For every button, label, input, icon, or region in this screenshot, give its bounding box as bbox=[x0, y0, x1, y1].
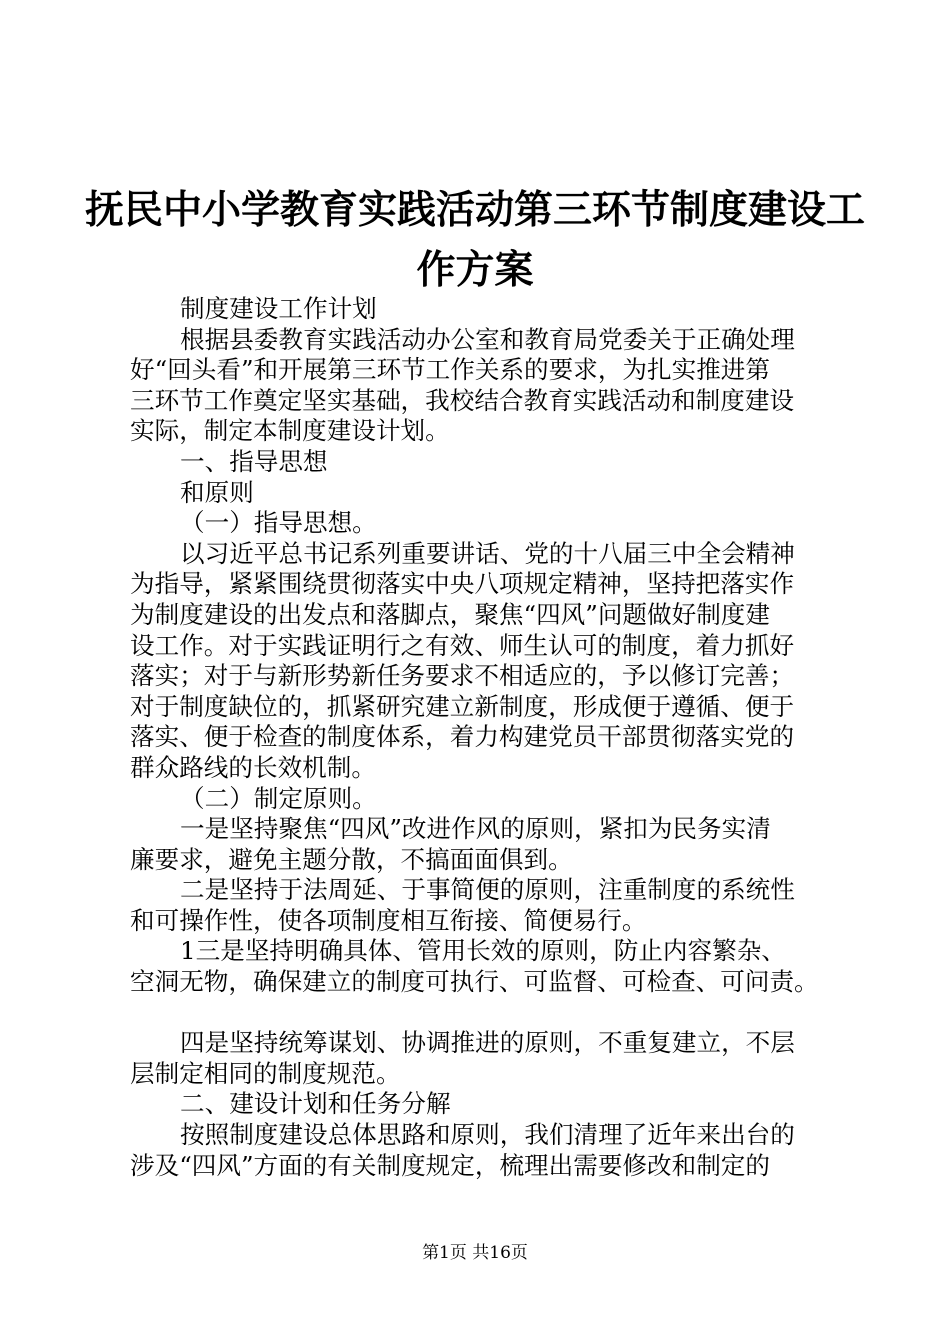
paragraph-line: 为指导，紧紧围绕贯彻落实中央八项规定精神，坚持把落实作 bbox=[130, 569, 795, 599]
paragraph-line: 一是坚持聚焦“四风”改进作风的原则，紧扣为民务实清 bbox=[180, 814, 771, 844]
paragraph-line: （二）制定原则。 bbox=[180, 783, 377, 813]
paragraph-line: 为制度建设的出发点和落脚点，聚焦“四风”问题做好制度建 bbox=[130, 599, 770, 629]
paragraph-line: 和可操作性，使各项制度相互衔接、简便易行。 bbox=[130, 905, 647, 935]
paragraph-line: 一、指导思想 bbox=[180, 446, 328, 476]
paragraph-line: 设工作。对于实践证明行之有效、师生认可的制度，着力抓好 bbox=[130, 630, 795, 660]
paragraph-line: 按照制度建设总体思路和原则，我们清理了近年来出台的 bbox=[180, 1120, 795, 1150]
paragraph-line: 根据县委教育实践活动办公室和教育局党委关于正确处理 bbox=[180, 324, 795, 354]
paragraph-line: 和原则 bbox=[180, 477, 254, 507]
page-footer: 第1页 共16页 bbox=[422, 1243, 528, 1263]
paragraph-line: 三环节工作奠定坚实基础，我校结合教育实践活动和制度建设 bbox=[130, 385, 795, 415]
paragraph-line: 落实；对于与新形势新任务要求不相适应的，予以修订完善； bbox=[130, 661, 795, 691]
paragraph-line: 以习近平总书记系列重要讲话、党的十八届三中全会精神 bbox=[180, 538, 795, 568]
document-title-line-2: 作方案 bbox=[416, 247, 534, 293]
paragraph-line: 空洞无物，确保建立的制度可执行、可监督、可检查、可问责。 bbox=[130, 967, 819, 997]
blank-line bbox=[130, 998, 850, 1029]
paragraph-line: 实际，制定本制度建设计划。 bbox=[130, 416, 450, 446]
document-title-line-1: 抚民中小学教育实践活动第三环节制度建设工 bbox=[84, 187, 865, 233]
paragraph-line: 廉要求，避免主题分散，不搞面面俱到。 bbox=[130, 844, 573, 874]
paragraph-line: 四是坚持统筹谋划、协调推进的原则，不重复建立，不层 bbox=[180, 1028, 795, 1058]
paragraph-line: （一）指导思想。 bbox=[180, 508, 377, 538]
paragraph-line: 涉及“四风”方面的有关制度规定，梳理出需要修改和制定的 bbox=[130, 1150, 770, 1180]
paragraph-line: 制度建设工作计划 bbox=[180, 294, 377, 323]
paragraph-line: 对于制度缺位的，抓紧研究建立新制度，形成便于遵循、便于 bbox=[130, 691, 795, 721]
document-body bbox=[130, 294, 850, 1181]
paragraph-line: 1三是坚持明确具体、管用长效的原则，防止内容繁杂、 bbox=[180, 936, 786, 966]
paragraph-line: 二、建设计划和任务分解 bbox=[180, 1089, 451, 1119]
paragraph-line: 落实、便于检查的制度体系，着力构建党员干部贯彻落实党的 bbox=[130, 722, 795, 752]
paragraph-line: 群众路线的长效机制。 bbox=[130, 752, 376, 782]
paragraph-line: 好“回头看”和开展第三环节工作关系的要求，为扎实推进第 bbox=[130, 355, 770, 385]
paragraph-line: 二是坚持于法周延、于事简便的原则，注重制度的系统性 bbox=[180, 875, 795, 905]
paragraph-line: 层制定相同的制度规范。 bbox=[130, 1058, 401, 1088]
